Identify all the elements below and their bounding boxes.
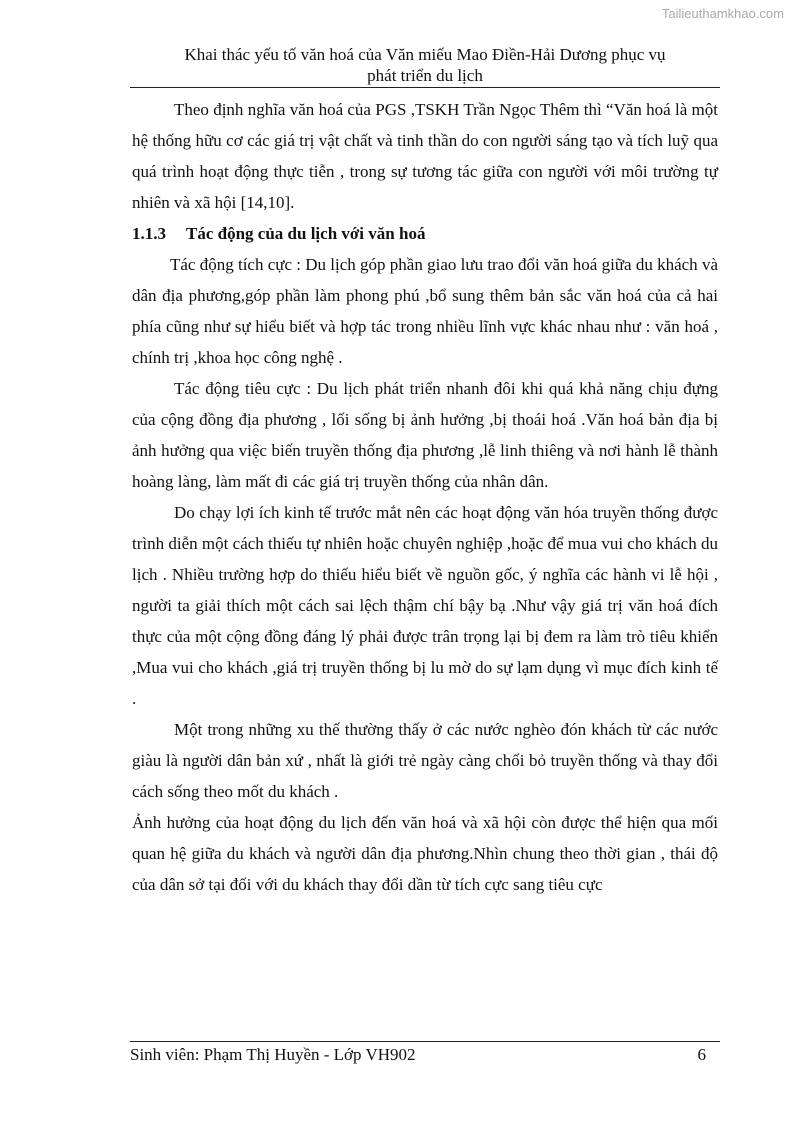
section-heading [132, 218, 718, 249]
watermark-text: Tailieuthamkhao.com [661, 6, 784, 21]
paragraph-economic-interest: Do chạy lợi ích kinh tế trước mắt nên các hoạt động văn hóa truyền thống được trình diễn một cách thiếu tự nhiên hoặc chuyên nghiệp ,hoặc để mua vui cho khách du lịch . Nhiều trường hợp do thiếu hiểu biết về nguồn gốc, ý nghĩa các hành vi lễ hội , người ta giải thích một cách sai lệch thậm chí bậy bạ .Như vậy giá trị văn hoá đích thực của một cộng đồng đáng lý phải được trân trọng lại bị đem ra làm trò tiêu khiển ,Mua vui cho khách ,giá trị truyền thống bị lu mờ do sự lạm dụng vì mục đích kinh tế . [132, 503, 718, 708]
paragraph-trend: Một trong những xu thế thường thấy ở các nước nghèo đón khách từ các nước giàu là người dân bản xứ , nhất là giới trẻ ngày càng chối bỏ truyền thống và thay đổi cách sống theo mốt du khách . [132, 720, 718, 801]
footer-divider [130, 1041, 720, 1042]
section-title: Tác động của du lịch với văn hoá [186, 224, 426, 243]
page-number: 6 [697, 1045, 706, 1064]
footer-student-info: Sinh viên: Phạm Thị Huyền - Lớp VH902 [130, 1045, 416, 1064]
paragraph-definition: Theo định nghĩa văn hoá của PGS ,TSKH Trần Ngọc Thêm thì “Văn hoá là một hệ thống hữu cơ các giá trị vật chất và tinh thần do con người sáng tạo và tích luỹ qua quá trình hoạt động thực tiễn , trong sự tương tác giữa con người với môi trường tự nhiên và xã hội [14,10]. [132, 100, 718, 212]
section-number: 1.1.3 [132, 224, 166, 243]
document-body [132, 94, 718, 900]
header-title-line-2: phát triển du lịch [367, 66, 483, 85]
paragraph-positive-impact: Tác động tích cực : Du lịch góp phần giao lưu trao đổi văn hoá giữa du khách và dân địa phương,góp phần làm phong phú ,bổ sung thêm bản sắc văn hoá của cả hai phía cũng như sự hiểu biết và hợp tác trong nhiều lĩnh vực khác nhau như : văn hoá , chính trị ,khoa học công nghệ . [132, 255, 718, 367]
header-title-line-1: Khai thác yếu tố văn hoá của Văn miếu Mao Điền-Hải Dương phục vụ [184, 45, 666, 64]
header-divider [130, 87, 720, 88]
paragraph-relationship: Ảnh hưởng của hoạt động du lịch đến văn hoá và xã hội còn được thể hiện qua mối quan hệ giữa du khách và người dân địa phương.Nhìn chung theo thời gian , thái độ của dân sở tại đối với du khách thay đổi dần từ tích cực sang tiêu cực [132, 813, 718, 894]
paragraph-negative-impact: Tác động tiêu cực : Du lịch phát triển nhanh đôi khi quá khả năng chịu đựng của cộng đồng địa phương , lối sống bị ảnh hưởng ,bị thoái hoá .Văn hoá bản địa bị ảnh hưởng qua việc biến truyền thống địa phương ,lễ linh thiêng và nơi hành lễ thành hoàng làng, làm mất đi các giá trị truyền thống của nhân dân. [132, 379, 718, 491]
page-header [130, 44, 720, 86]
